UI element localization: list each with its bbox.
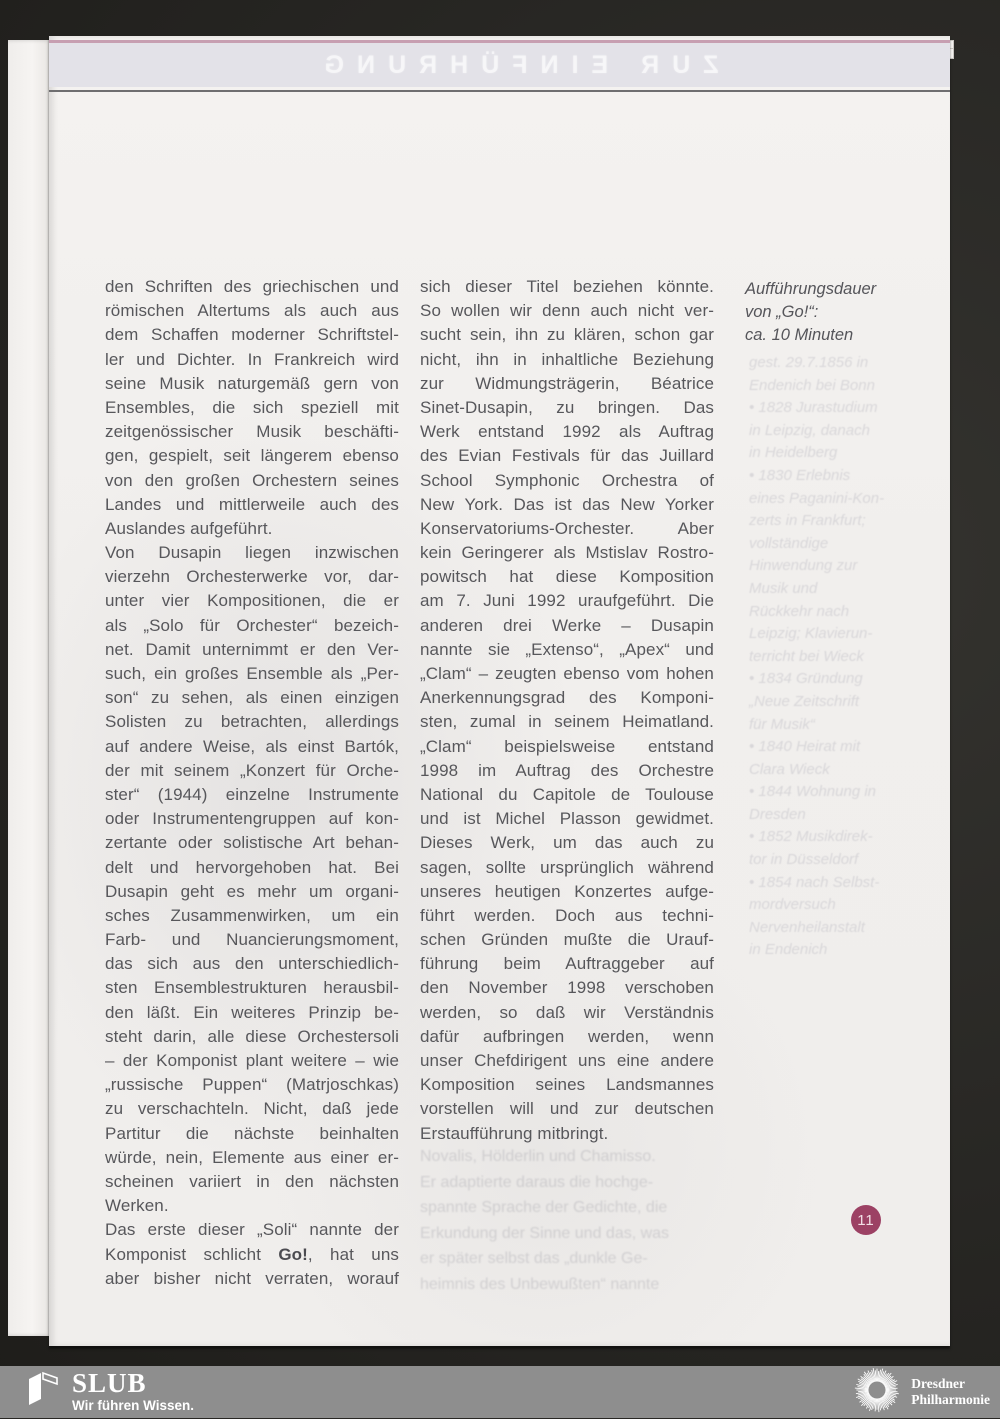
text-line: in Heidelberg (749, 444, 838, 462)
text-line: Landes und mittlerweile auch des (105, 494, 399, 514)
text-line: sten Ensemblestrukturen herausbil- (105, 978, 399, 998)
text-line: schen Gründen mußte die Urauf- (420, 930, 714, 950)
text-line: zur Widmungsträgerin, Béatrice (420, 373, 714, 393)
text-line: Das erste dieser „Soli“ nannte der (105, 1220, 399, 1240)
ghost-margin-biography (749, 352, 959, 962)
text-line: aber bisher nicht verraten, worauf (105, 1268, 399, 1288)
text-line: „Clam“ – zeugten ebenso vom hohen (420, 664, 714, 683)
text-line: des Evian Festivals für das Juillard (420, 446, 714, 466)
text-line: den Schriften des griechischen und (105, 277, 399, 296)
page-number-badge (851, 1205, 881, 1235)
sunburst-icon (853, 1366, 901, 1419)
text-line: So wollen wir denn auch nicht ver- (420, 301, 714, 321)
text-line: tor in Düsseldorf (749, 851, 859, 869)
text-line: Auslandes aufgeführt. (105, 518, 273, 538)
text-line: der mit seinem „Konzert für Orche- (105, 760, 399, 780)
text-line: auf andere Weise, als einst Bartók, (105, 736, 399, 756)
text-line: von den großen Orchestern seines (105, 470, 399, 490)
text-line: • 1828 Jurastudium (749, 399, 878, 417)
text-line: ster“ (1944) einzelne Instrumente (105, 784, 399, 804)
text-line: ler und Dichter. In Frankreich wird (105, 349, 399, 369)
text-line: sich dieser Titel beziehen könnte. (420, 277, 714, 296)
text-line: zertante oder solistische Art behan- (105, 833, 399, 853)
text-line: Komponist schlicht Go!, hat uns (105, 1244, 399, 1264)
text-line: in Endenich (749, 941, 828, 959)
text-line: seine Musik naturgemäß gern von (105, 373, 399, 393)
text-line: dem Schaffen moderner Schriftstel- (105, 325, 399, 345)
text-line: unseres heutigen Konzertes aufge- (420, 881, 714, 901)
text-line: werden, so daß wir Verständnis (420, 1002, 714, 1022)
text-line: „Clam“ beispielsweise entstand (420, 736, 714, 756)
text-line: zu verschachteln. Nicht, daß jede (105, 1099, 399, 1119)
text-line: Dusapin geht es mehr um organi- (105, 881, 399, 901)
text-line: für Musik“ (749, 715, 815, 733)
text-column-right (420, 275, 714, 1146)
text-line: unter vier Kompositionen, die er (105, 591, 399, 611)
text-line: Solisten zu betrachten, allerdings (105, 712, 399, 732)
text-line: zeitgenössischer Musik beschäfti- (105, 422, 399, 442)
text-line: würde, nein, Elemente aus einer er- (105, 1147, 399, 1167)
text-line: Von Dusapin liegen inzwischen (105, 543, 399, 563)
text-line: oder Instrumentengruppen auf kon- (105, 809, 399, 829)
text-line: „Neue Zeitschrift (749, 692, 860, 710)
text-line: 1998 im Auftrag des Orchestre (420, 760, 714, 780)
text-line: Dresden (749, 805, 806, 823)
text-line: nannte sie „Extenso“, „Apex“ und (420, 639, 714, 659)
text-line: vierzehn Orchesterwerke vor, dar- (105, 567, 399, 587)
text-line: er später selbst das „dunkle Ge- (420, 1250, 648, 1267)
ghost-bleedthrough-text (420, 1144, 720, 1297)
text-line: Erkundung der Sinne und das, was (420, 1224, 670, 1242)
text-line: Partitur die nächste beinhalten (105, 1123, 399, 1143)
text-line: – der Komponist plant weitere – wie (105, 1051, 399, 1070)
text-line: School Symphonic Orchestra of (420, 470, 714, 490)
text-line: in Leipzig, danach (749, 421, 870, 439)
text-line: Musik und (749, 579, 818, 597)
slub-wordmark: SLUB (72, 1368, 147, 1398)
text-line: Ensembles, die sich speziell mit (105, 397, 399, 417)
margin-note-duration (745, 278, 960, 347)
text-line: • 1852 Musikdirek- (749, 828, 873, 846)
page-number: 11 (857, 1211, 875, 1229)
text-line: • 1840 Heirat mit (749, 738, 861, 756)
text-line: Rückkehr nach (749, 602, 850, 620)
text-line: Werken. (105, 1196, 169, 1216)
text-line: National du Capitole de Toulouse (420, 784, 714, 804)
text-line: • 1854 nach Selbst- (749, 873, 880, 891)
text-line: zerts in Frankfurt; (749, 512, 866, 530)
text-line: den November 1998 verschoben (420, 978, 714, 998)
text-line: steht darin, alle diese Orchestersoli (105, 1026, 399, 1046)
text-line: sucht sein, ihn zu klären, schon gar (420, 325, 714, 345)
text-line: son“ zu sehen, als einen einzigen (105, 688, 399, 708)
text-line: scheinen variiert in den nächsten (105, 1171, 399, 1191)
text-line: führt werden. Doch aus techni- (420, 905, 714, 925)
text-line: unser Chefdirigent uns eine andere (420, 1051, 714, 1070)
text-line: gest. 29.7.1856 in (749, 354, 869, 371)
text-line: spannte Sprache der Gedichte, die (420, 1199, 668, 1216)
open-book-icon (26, 1370, 60, 1413)
text-line: • 1834 Gründung (749, 670, 863, 688)
text-line: anderen drei Werke – Dusapin (420, 615, 714, 635)
text-line: von „Go!“: (745, 303, 819, 321)
text-line: Dieses Werk, um das auch zu (420, 833, 714, 853)
scanned-page (49, 36, 950, 1346)
text-line: Clara Wieck (749, 760, 830, 778)
text-line: und ist Michel Plasson gewidmet. (420, 809, 714, 829)
text-line: delt und hervorgehoben hat. Bei (105, 857, 399, 877)
text-line: gen, gespielt, seit längerem ebenso (105, 446, 399, 466)
text-line: mordversuch (749, 896, 836, 914)
underlying-page-edge (8, 40, 52, 1336)
viewer-footer-bar (0, 1366, 1000, 1418)
text-line: Hinwendung zur (749, 557, 858, 575)
text-line: terricht bei Wieck (749, 647, 864, 665)
text-line: vorstellen will und zur deutschen (420, 1099, 714, 1119)
text-line: am 7. Juni 1992 uraufgeführt. Die (420, 591, 714, 611)
text-line: Er adaptierte daraus die hochge- (420, 1173, 654, 1191)
text-line: römischen Altertums als auch aus (105, 301, 399, 321)
slub-logo (26, 1370, 194, 1414)
text-column-left (105, 275, 399, 1291)
text-line: Nervenheilanstalt (749, 918, 865, 936)
text-line: Werk entstand 1992 als Auftrag (420, 422, 714, 442)
text-line: nicht, ihn in inhaltliche Beziehung (420, 349, 714, 369)
text-line: sches Zusammenwirken, um ein (105, 905, 399, 925)
text-line: New York. Das ist das New Yorker (420, 494, 714, 514)
text-line: Leipzig; Klavierun- (749, 625, 873, 643)
text-line: als „Solo für Orchester“ bezeich- (105, 615, 399, 635)
text-line: kein Geringerer als Mstislav Rostro- (420, 543, 714, 563)
text-line: such, ein großes Ensemble als „Per- (105, 664, 399, 683)
text-line: das sich aus den unterschiedlich- (105, 954, 399, 974)
text-line: Anerkennungsgrad des Komponi- (420, 688, 714, 708)
text-line: Farb- und Nuancierungsmoment, (105, 930, 399, 950)
ghost-header-banner (49, 40, 950, 87)
text-line: Endenich bei Bonn (749, 376, 875, 394)
text-line: Aufführungsdauer (745, 280, 877, 298)
text-line: net. Damit unternimmt er den Ver- (105, 639, 399, 659)
text-line: Komposition seines Landsmannes (420, 1075, 714, 1095)
text-line: „russische Puppen“ (Matrjoschkas) (105, 1075, 399, 1095)
philharmonie-name-line2: Philharmonie (911, 1392, 990, 1407)
text-line: Erstaufführung mitbringt. (420, 1123, 609, 1143)
text-line: sten, zumal in seinem Heimatland. (420, 712, 714, 732)
text-line: führung beim Auftraggeber auf (420, 954, 714, 974)
text-line: dafür aufbringen werden, wenn (420, 1026, 714, 1046)
philharmonie-name-line1: Dresdner (911, 1376, 965, 1391)
text-line: ca. 10 Minuten (745, 326, 854, 344)
header-rule (49, 90, 950, 92)
dresdner-philharmonie-logo (853, 1366, 990, 1419)
text-line: • 1844 Wohnung in (749, 783, 877, 801)
text-line: den läßt. Ein weiteres Prinzip be- (105, 1002, 399, 1022)
text-line: Novalis, Hölderlin und Chamisso. (420, 1148, 656, 1165)
text-line: powitsch hat diese Komposition (420, 567, 714, 587)
slub-tagline: Wir führen Wissen. (72, 1398, 195, 1413)
text-line: eines Paganini-Kon- (749, 489, 885, 507)
text-line: Konservatoriums-Orchester. Aber (420, 518, 714, 538)
text-line: vollständige (749, 534, 829, 552)
text-line: sagen, sollte ursprünglich während (420, 857, 714, 877)
text-line: Sinet-Dusapin, zu bringen. Das (420, 397, 714, 417)
text-line: heimnis des Unbewußten“ nannte (420, 1275, 660, 1293)
text-line: • 1830 Erlebnis (749, 466, 851, 484)
ghost-header-title: ZUR EINFÜHRUNG (311, 51, 719, 79)
